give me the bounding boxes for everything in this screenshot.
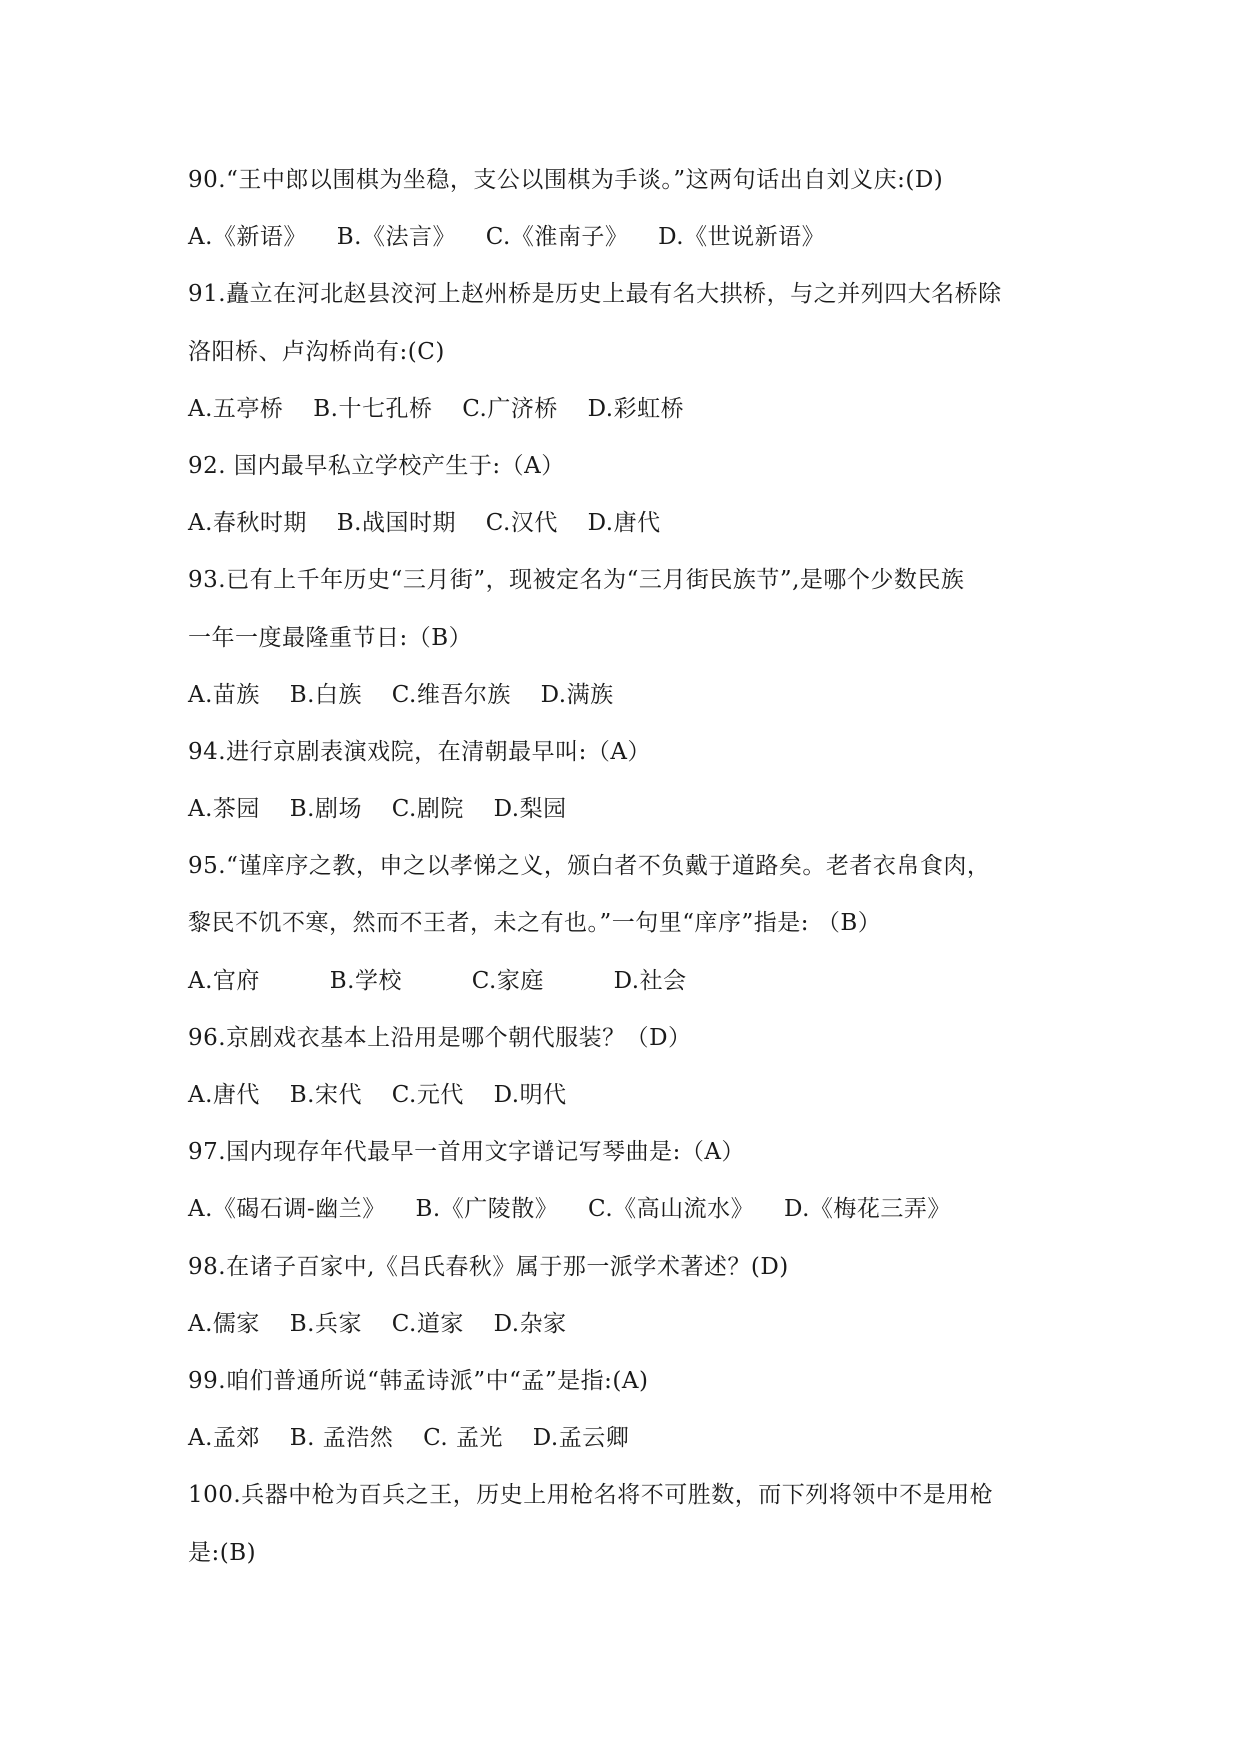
document-page [188,152,1068,1582]
option-c: C.剧院 [391,796,464,823]
question-line: 是:(B) [188,1539,257,1566]
option-c: C. 孟光 [423,1425,503,1452]
option-c: C.元代 [391,1082,464,1108]
option-d: D.唐代 [587,510,661,537]
options-line [188,1067,1068,1124]
options-line [188,1410,1068,1467]
option-c: C.《淮南子》 [485,224,629,251]
question-line: 97.国内现存年代最早一首用文字谱记写琴曲是:（A） [188,1139,745,1166]
question-line: 98.在诸子百家中,《吕氏春秋》属于那一派学术著述？(D) [188,1253,789,1280]
option-b: B. 孟浩然 [289,1425,394,1452]
question-line: 91.矗立在河北赵县洨河上赵州桥是历史上最有名大拱桥，与之并列四大名桥除 [188,281,1002,308]
option-a: A.春秋时期 [188,510,307,537]
option-a: A.五亭桥 [188,395,284,422]
question-line: 96.京剧戏衣基本上沿用是哪个朝代服装？（D） [188,1024,692,1051]
option-b: B.《广陵散》 [415,1196,559,1223]
options-line [188,209,1068,266]
option-a: A.茶园 [188,796,260,823]
option-c: C.道家 [391,1310,464,1337]
options-line [188,1181,1068,1238]
question-line: 95.“谨庠序之教，申之以孝悌之义，颁白者不负戴于道路矣。老者衣帛食肉， [188,853,991,880]
option-b: B.《法言》 [336,224,456,251]
options-line [188,953,1068,1010]
options-line [188,781,1068,838]
option-c: C.汉代 [485,510,558,537]
option-c: C.家庭 [471,967,544,994]
options-line [188,667,1068,724]
option-d: D.满族 [540,681,614,708]
option-a: A.儒家 [188,1310,260,1337]
option-b: B.白族 [289,681,362,708]
option-a: A.《新语》 [188,224,307,251]
option-b: B.学校 [329,967,402,994]
option-a: A.唐代 [188,1082,260,1108]
option-a: A.《碣石调-幽兰》 [188,1196,386,1223]
question-line: 100.兵器中枪为百兵之王，历史上用枪名将不可胜数，而下列将领中不是用枪 [188,1482,994,1509]
question-line: 黎民不饥不寒，然而不王者，未之有也。”一句里“庠序”指是: （B） [188,910,882,937]
question-line: 92. 国内最早私立学校产生于:（A） [188,452,565,479]
options-line [188,381,1068,438]
option-b: B.兵家 [289,1310,362,1337]
option-c: C.《高山流水》 [588,1196,755,1223]
option-a: A.官府 [188,967,260,994]
option-d: D.《梅花三弄》 [783,1196,951,1223]
options-line [188,1296,1068,1353]
question-line: 94.进行京剧表演戏院，在清朝最早叫:（A） [188,738,651,765]
option-d: D.彩虹桥 [587,395,685,422]
question-line: 99.咱们普通所说“韩孟诗派”中“孟”是指:(A) [188,1367,649,1394]
option-a: A.苗族 [188,681,260,708]
option-d: D.孟云卿 [532,1425,630,1452]
question-line: 93.已有上千年历史“三月街”，现被定名为“三月街民族节”,是哪个少数民族 [188,567,965,594]
option-a: A.孟郊 [188,1425,260,1452]
option-b: B.宋代 [289,1082,362,1108]
option-d: D.明代 [493,1082,567,1108]
option-b: B.剧场 [289,796,362,823]
options-line [188,495,1068,552]
question-line: 洛阳桥、卢沟桥尚有:(C) [188,338,445,365]
question-line: 一年一度最隆重节日:（B） [188,624,473,651]
option-b: B.战国时期 [336,510,456,537]
option-c: C.维吾尔族 [391,681,511,708]
question-line: 90.“王中郎以围棋为坐稳，支公以围棋为手谈。”这两句话出自刘义庆:(D) [188,167,944,193]
option-d: D.社会 [613,967,687,994]
option-c: C.广济桥 [462,395,558,422]
option-b: B.十七孔桥 [313,395,433,422]
option-d: D.《世说新语》 [658,224,826,251]
option-d: D.杂家 [493,1310,567,1337]
option-d: D.梨园 [493,796,567,823]
